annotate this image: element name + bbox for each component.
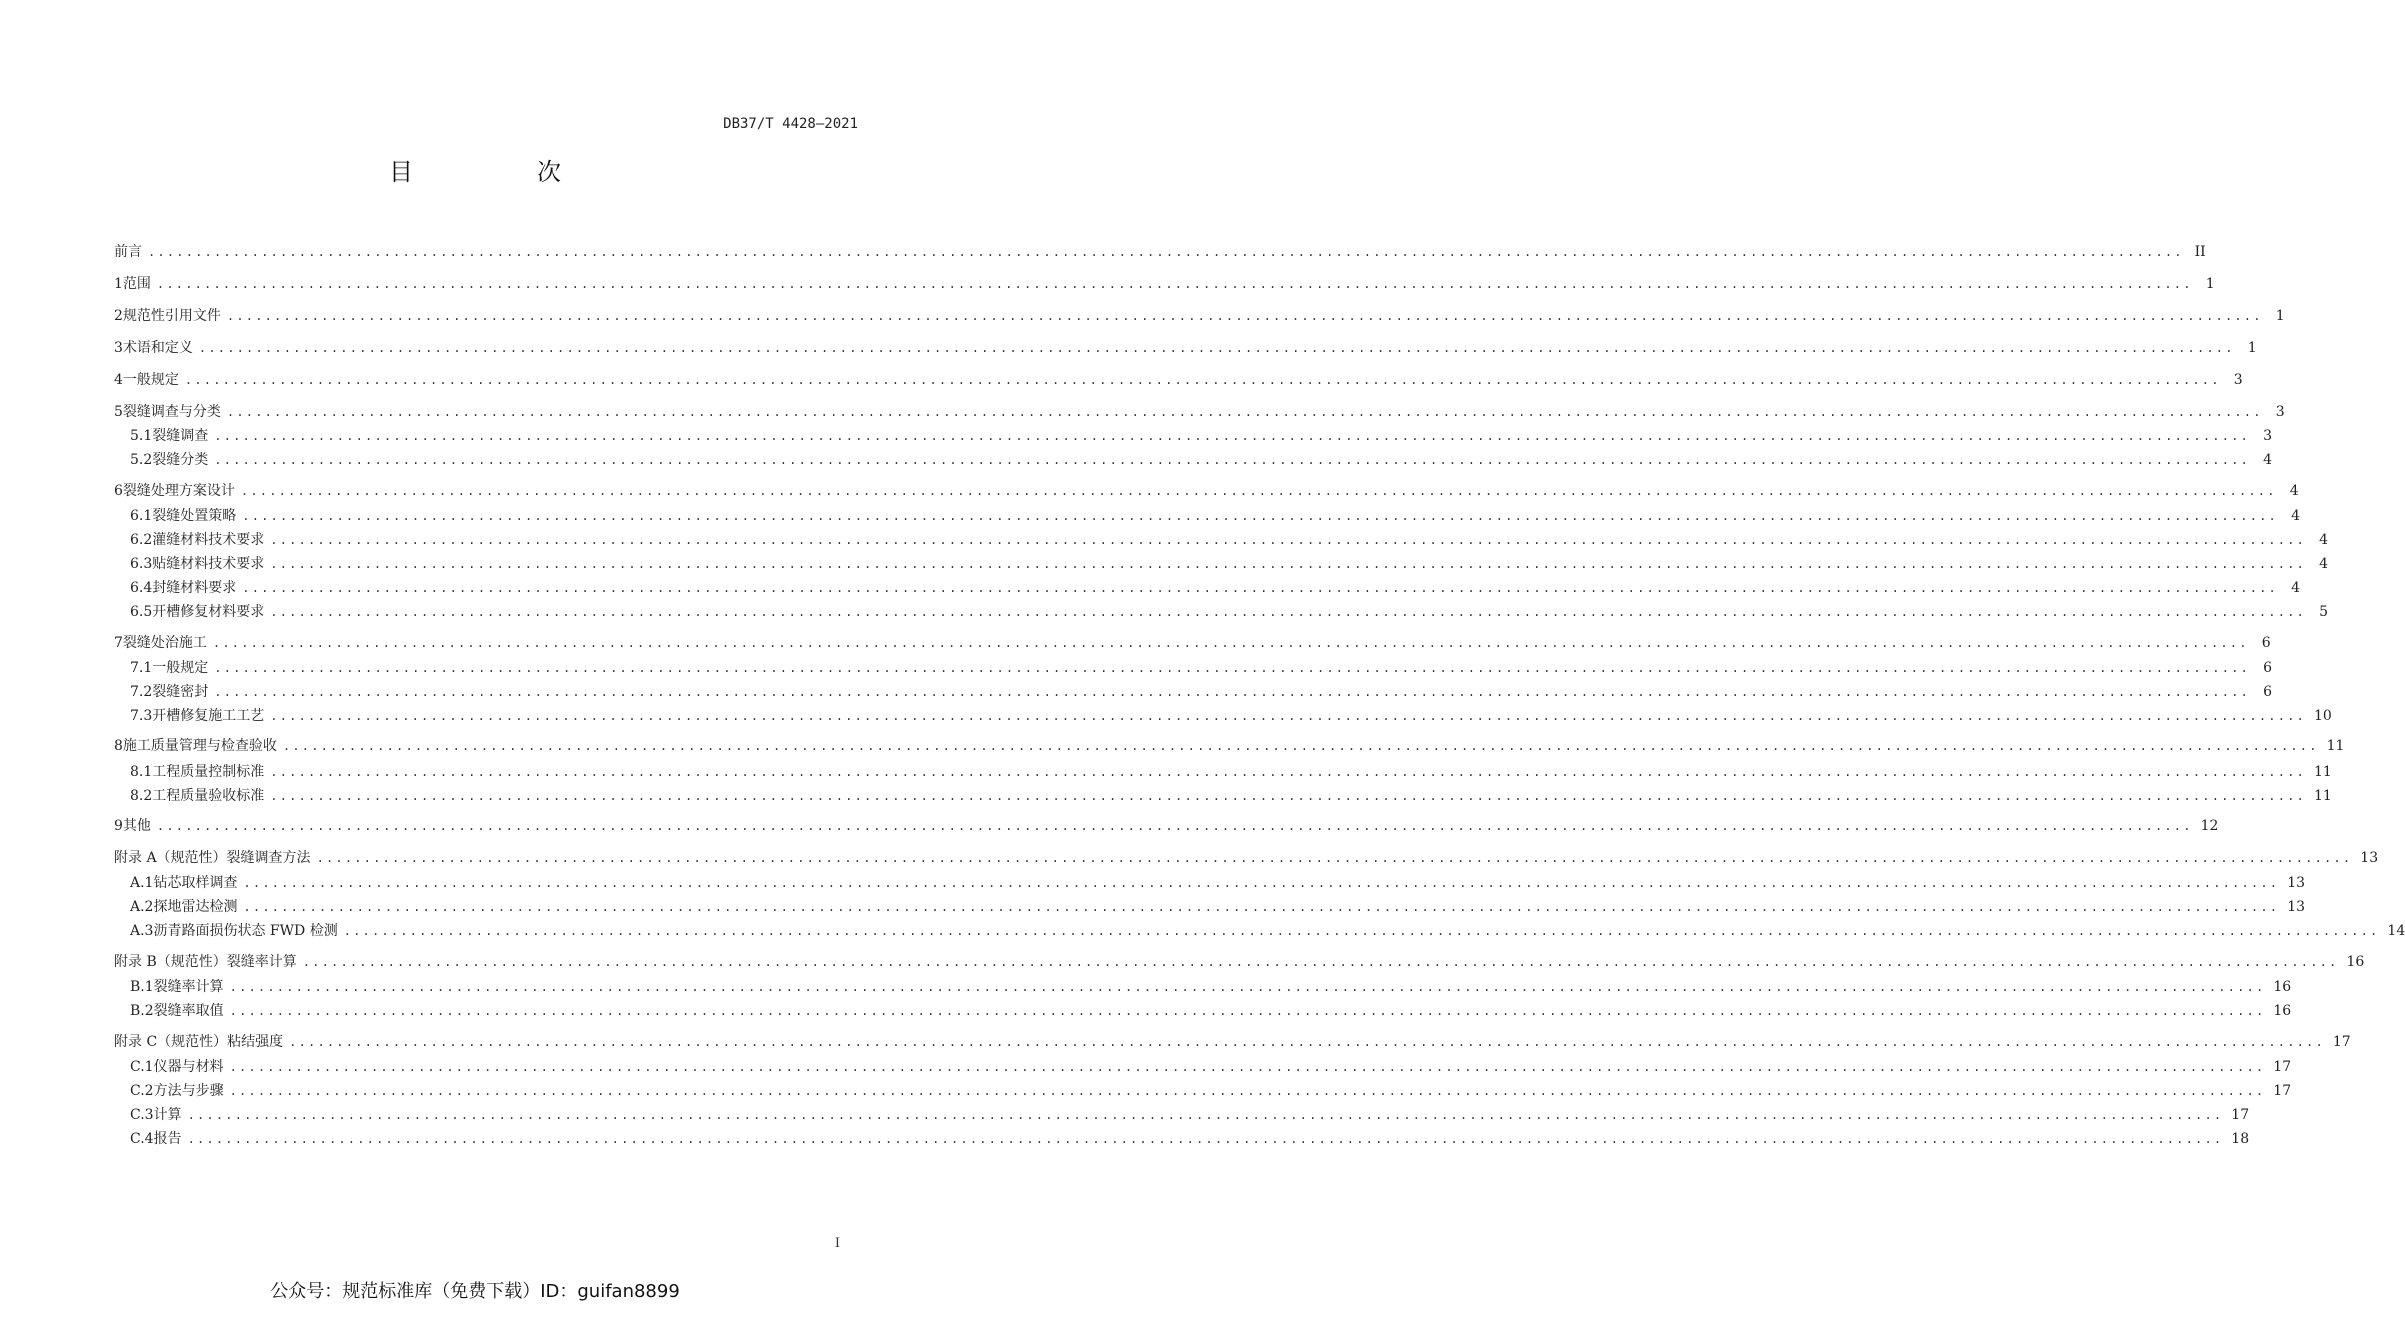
toc-entry[interactable]	[114, 736, 2345, 756]
toc-entry-page: 18	[2231, 1131, 2250, 1147]
toc-entry-title: 裂缝处置策略	[152, 508, 237, 524]
toc-entry-page: 11	[2313, 788, 2332, 804]
toc-entry-title: 沥青路面损伤状态 FWD 检测	[153, 923, 338, 939]
toc-entry-title: 裂缝处理方案设计	[122, 483, 235, 499]
toc-entry-page: 4	[2289, 483, 2299, 499]
toc-entry-title: 裂缝调查	[152, 428, 209, 444]
toc-entry[interactable]	[130, 762, 2332, 782]
toc-dot-leader: ........................................................................................................................................................................................................................	[187, 1108, 2224, 1122]
toc-entry-title: 计算	[153, 1107, 182, 1123]
toc-entry-title: 灌缝材料技术要求	[152, 532, 265, 548]
toc-entry-number: C.4	[130, 1131, 154, 1147]
toc-entry-page: 4	[2291, 508, 2300, 524]
toc-entry-number: 2	[114, 308, 123, 324]
toc-entry-number: 8.1	[130, 764, 153, 780]
toc-entry[interactable]	[130, 1129, 2250, 1149]
toc-entry[interactable]	[114, 370, 2243, 390]
toc-entry-title: 范围	[122, 276, 151, 292]
toc-dot-leader: ........................................................................................................................................................................................................................	[270, 765, 2306, 779]
toc-entry[interactable]	[114, 633, 2271, 653]
standard-code: DB37/T 4428—2021	[723, 116, 858, 132]
toc-entry-title: 裂缝分类	[152, 452, 209, 468]
toc-entry-title: 探地雷达检测	[153, 899, 238, 915]
toc-entry-page: 16	[2273, 1003, 2292, 1019]
toc-dot-leader: ........................................................................................................................................................................................................................	[270, 709, 2306, 723]
toc-dot-leader: ........................................................................................................................................................................................................................	[302, 955, 2339, 969]
toc-entry[interactable]	[130, 1001, 2292, 1021]
toc-entry-title: 规范性引用文件	[122, 308, 221, 324]
toc-entry[interactable]	[114, 848, 2379, 868]
toc-entry[interactable]	[114, 338, 2257, 358]
toc-entry-page: 17	[2231, 1107, 2250, 1123]
toc-entry[interactable]	[130, 1081, 2292, 1101]
toc-dot-leader: ........................................................................................................................................................................................................................	[214, 685, 2250, 699]
toc-entry[interactable]	[114, 1032, 2351, 1052]
toc-entry[interactable]	[130, 977, 2292, 997]
page-title: 目 次	[389, 158, 611, 186]
toc-entry-number: 7	[114, 635, 123, 651]
toc-entry-page: 4	[2291, 580, 2300, 596]
toc-entry-number: 3	[114, 340, 123, 356]
toc-dot-leader: ........................................................................................................................................................................................................................	[343, 924, 2380, 938]
toc-entry-page: 11	[2326, 738, 2345, 754]
toc-entry-number: 8.2	[130, 788, 153, 804]
toc-entry-title: 裂缝率计算	[153, 979, 224, 995]
toc-entry[interactable]	[130, 602, 2328, 622]
toc-dot-leader: ........................................................................................................................................................................................................................	[229, 1004, 2266, 1018]
toc-entry-page: 3	[2263, 428, 2272, 444]
toc-entry-number: 4	[114, 372, 123, 388]
toc-dot-leader: ........................................................................................................................................................................................................................	[156, 277, 2193, 291]
toc-entry-title: 术语和定义	[122, 340, 193, 356]
toc-dot-leader: ........................................................................................................................................................................................................................	[270, 533, 2306, 547]
toc-entry-page: 3	[2275, 404, 2285, 420]
toc-dot-leader: ........................................................................................................................................................................................................................	[214, 429, 2250, 443]
toc-entry-page: 16	[2273, 979, 2292, 995]
toc-entry-number: 5.2	[130, 452, 153, 468]
toc-entry-title: 工程质量验收标准	[152, 788, 265, 804]
toc-entry[interactable]	[130, 426, 2272, 446]
toc-entry[interactable]	[130, 658, 2272, 678]
toc-entry-title: 一般规定	[152, 660, 209, 676]
toc-entry-title: 工程质量控制标准	[152, 764, 265, 780]
toc-entry-page: 13	[2360, 850, 2379, 866]
toc-entry-number: 7.2	[130, 684, 153, 700]
toc-dot-leader: ........................................................................................................................................................................................................................	[156, 819, 2193, 833]
toc-dot-leader: ........................................................................................................................................................................................................................	[243, 900, 2280, 914]
toc-entry-page: 16	[2346, 954, 2365, 970]
toc-entry[interactable]	[130, 1105, 2250, 1125]
toc-entry-number: 6.1	[130, 508, 153, 524]
toc-entry-number: A.3	[130, 923, 154, 939]
toc-entry[interactable]	[130, 1057, 2292, 1077]
toc-entry[interactable]	[114, 274, 2215, 294]
toc-dot-leader: ........................................................................................................................................................................................................................	[282, 739, 2319, 753]
toc-entry[interactable]	[130, 554, 2328, 574]
toc-entry[interactable]	[114, 242, 2206, 262]
toc-dot-leader: ........................................................................................................................................................................................................................	[242, 581, 2278, 595]
toc-entry[interactable]	[130, 873, 2306, 893]
toc-entry-title: 裂缝处治施工	[122, 635, 207, 651]
toc-entry-number: 5	[114, 404, 123, 420]
toc-entry-number: 5.1	[130, 428, 153, 444]
toc-entry-page: 13	[2287, 875, 2306, 891]
toc-entry[interactable]	[130, 682, 2272, 702]
toc-entry[interactable]	[114, 816, 2219, 836]
toc-dot-leader: ........................................................................................................................................................................................................................	[198, 341, 2235, 355]
toc-entry-page: 14	[2387, 923, 2405, 939]
toc-dot-leader: ........................................................................................................................................................................................................................	[229, 1084, 2266, 1098]
toc-entry-page: 3	[2233, 372, 2243, 388]
toc-entry[interactable]	[130, 450, 2272, 470]
toc-dot-leader: ........................................................................................................................................................................................................................	[243, 876, 2280, 890]
toc-entry-title: 开槽修复施工工艺	[152, 708, 265, 724]
toc-entry-page: 17	[2332, 1034, 2351, 1050]
toc-dot-leader: ........................................................................................................................................................................................................................	[187, 1132, 2224, 1146]
toc-entry-page: 17	[2273, 1059, 2292, 1075]
toc-entry-number: 9	[114, 818, 123, 834]
toc-entry-page: 13	[2287, 899, 2306, 915]
toc-dot-leader: ........................................................................................................................................................................................................................	[229, 1060, 2266, 1074]
toc-entry-page: 17	[2273, 1083, 2292, 1099]
toc-entry-number: A.2	[130, 899, 154, 915]
toc-dot-leader: ........................................................................................................................................................................................................................	[270, 605, 2306, 619]
toc-entry-number: C.2	[130, 1083, 154, 1099]
toc-entry-page: 12	[2200, 818, 2219, 834]
toc-entry-page: 1	[2205, 276, 2215, 292]
toc-entry[interactable]	[114, 481, 2299, 501]
toc-entry[interactable]	[130, 921, 2405, 941]
toc-entry[interactable]	[130, 530, 2328, 550]
toc-entry[interactable]	[114, 402, 2285, 422]
toc-entry-title: 裂缝调查与分类	[122, 404, 221, 420]
toc-entry[interactable]	[130, 897, 2306, 917]
toc-entry-number: B.2	[130, 1003, 154, 1019]
toc-entry-title: 前言	[114, 244, 142, 260]
toc-entry-number: C.1	[130, 1059, 154, 1075]
toc-entry-page: 6	[2263, 684, 2272, 700]
toc-entry-page: 4	[2319, 556, 2328, 572]
page-number: I	[834, 1236, 840, 1251]
toc-entry-page: 11	[2313, 764, 2332, 780]
toc-entry-title: 开槽修复材料要求	[152, 604, 265, 620]
toc-entry-number: 6.4	[130, 580, 153, 596]
toc-entry-number: 6.2	[130, 532, 153, 548]
toc-entry-page: 6	[2261, 635, 2271, 651]
toc-entry-title: 其他	[122, 818, 151, 834]
toc-entry-title: 附录 A（规范性）裂缝调查方法	[114, 850, 311, 866]
toc-entry-number: A.1	[130, 875, 154, 891]
toc-entry-title: 贴缝材料技术要求	[152, 556, 265, 572]
toc-entry[interactable]	[130, 786, 2332, 806]
toc-entry-title: 附录 B（规范性）裂缝率计算	[114, 954, 297, 970]
toc-dot-leader: ........................................................................................................................................................................................................................	[148, 245, 2184, 259]
toc-entry-number: C.3	[130, 1107, 154, 1123]
toc-entry-number: 8	[114, 738, 123, 754]
toc-dot-leader: ........................................................................................................................................................................................................................	[226, 309, 2263, 323]
toc-entry-title: 一般规定	[122, 372, 179, 388]
toc-dot-leader: ........................................................................................................................................................................................................................	[240, 484, 2277, 498]
toc-dot-leader: ........................................................................................................................................................................................................................	[214, 453, 2250, 467]
toc-dot-leader: ........................................................................................................................................................................................................................	[289, 1035, 2325, 1049]
toc-entry-title: 报告	[153, 1131, 182, 1147]
toc-dot-leader: ........................................................................................................................................................................................................................	[270, 557, 2306, 571]
toc-entry[interactable]	[130, 578, 2300, 598]
toc-entry[interactable]	[114, 306, 2285, 326]
toc-dot-leader: ........................................................................................................................................................................................................................	[212, 636, 2249, 650]
toc-entry-page: 10	[2313, 708, 2332, 724]
toc-entry-number: 1	[114, 276, 123, 292]
toc-entry-number: 7.3	[130, 708, 153, 724]
toc-dot-leader: ........................................................................................................................................................................................................................	[184, 373, 2221, 387]
toc-entry-number: 6	[114, 483, 123, 499]
toc-dot-leader: ........................................................................................................................................................................................................................	[214, 661, 2250, 675]
toc-entry-title: 封缝材料要求	[152, 580, 237, 596]
toc-entry-page: 6	[2263, 660, 2272, 676]
toc-entry[interactable]	[114, 952, 2365, 972]
toc-entry-title: 仪器与材料	[153, 1059, 224, 1075]
toc-entry-page: 1	[2275, 308, 2285, 324]
toc-entry-title: 方法与步骤	[153, 1083, 224, 1099]
toc-entry[interactable]	[130, 706, 2332, 726]
toc-entry[interactable]	[130, 506, 2300, 526]
toc-entry-number: 7.1	[130, 660, 153, 676]
toc-entry-title: 钻芯取样调查	[153, 875, 238, 891]
toc-entry-number: 6.5	[130, 604, 153, 620]
toc-entry-page: 1	[2247, 340, 2257, 356]
toc-dot-leader: ........................................................................................................................................................................................................................	[229, 980, 2266, 994]
toc-dot-leader: ........................................................................................................................................................................................................................	[270, 789, 2306, 803]
toc-entry-page: 5	[2319, 604, 2328, 620]
toc-entry-page: 4	[2319, 532, 2328, 548]
toc-entry-title: 施工质量管理与检查验收	[122, 738, 277, 754]
toc-entry-page: II	[2194, 244, 2206, 260]
toc-dot-leader: ........................................................................................................................................................................................................................	[226, 405, 2263, 419]
toc-entry-number: B.1	[130, 979, 154, 995]
toc-dot-leader: ........................................................................................................................................................................................................................	[242, 509, 2278, 523]
toc-entry-title: 裂缝密封	[152, 684, 209, 700]
toc-entry-title: 裂缝率取值	[153, 1003, 224, 1019]
toc-dot-leader: ........................................................................................................................................................................................................................	[316, 851, 2353, 865]
toc-entry-number: 6.3	[130, 556, 153, 572]
toc-entry-title: 附录 C（规范性）粘结强度	[114, 1034, 284, 1050]
watermark-text: 公众号：规范标准库（免费下载）ID：guifan8899	[270, 1281, 680, 1302]
toc-entry-page: 4	[2263, 452, 2272, 468]
